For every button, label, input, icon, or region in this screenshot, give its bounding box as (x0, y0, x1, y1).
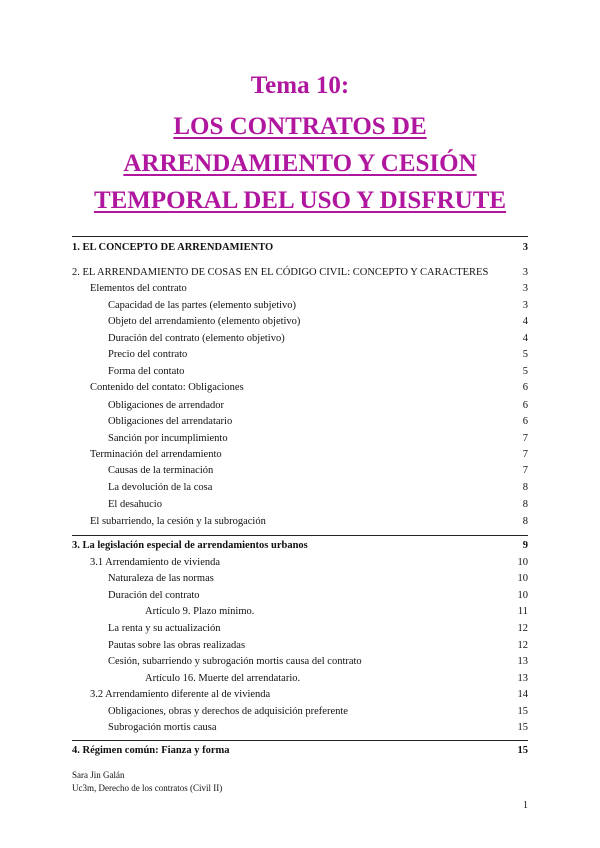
toc-entry-page: 8 (522, 499, 528, 510)
toc-divider (72, 740, 528, 741)
toc-entry-label: Duración del contrato (elemento objetivo) (108, 333, 285, 344)
toc-entry-page: 15 (517, 706, 528, 717)
toc-entry-label: 3. La legislación especial de arrendamientos urbanos (72, 540, 308, 551)
toc-entry-label: 3.2 Arrendamiento diferente al de vivienda (90, 689, 271, 700)
toc-entry[interactable] (0, 720, 600, 735)
toc-entry[interactable] (0, 514, 600, 529)
toc-entry-label: Contenido del contato: Obligaciones (90, 382, 244, 393)
toc-entry-label: Obligaciones, obras y derechos de adquisición preferente (108, 706, 348, 717)
toc-entry-label: Artículo 16. Muerte del arrendatario. (145, 673, 301, 684)
toc-entry-label: Duración del contrato (108, 590, 200, 601)
toc-entry[interactable] (0, 638, 600, 653)
toc-entry-page: 4 (522, 316, 528, 327)
toc-entry[interactable] (0, 588, 600, 603)
toc-entry[interactable] (0, 265, 600, 280)
title-line-1: LOS CONTRATOS DE (173, 113, 427, 140)
topic-number: Tema 10: (250, 72, 350, 99)
toc-entry-page: 4 (522, 333, 528, 344)
toc-entry-page: 12 (517, 623, 528, 634)
toc-entry-page: 11 (517, 606, 528, 617)
toc-entry-page: 14 (517, 689, 528, 700)
toc-entry-page: 3 (522, 242, 528, 253)
toc-entry-label: Obligaciones del arrendatario (108, 416, 233, 427)
toc-entry-page: 6 (522, 400, 528, 411)
toc-entry-label: Causas de la terminación (108, 465, 214, 476)
toc-entry-label: La renta y su actualización (108, 623, 221, 634)
toc-entry[interactable] (0, 347, 600, 362)
toc-entry-page: 10 (517, 573, 528, 584)
toc-entry-page: 5 (522, 366, 528, 377)
toc-entry[interactable] (0, 743, 600, 758)
toc-entry-label: 1. EL CONCEPTO DE ARRENDAMIENTO (72, 242, 274, 253)
footer-course: Uc3m, Derecho de los contratos (Civil II) (72, 783, 223, 793)
toc-entry-page: 13 (517, 673, 528, 684)
toc-divider (72, 236, 528, 237)
toc-entry-label: Pautas sobre las obras realizadas (108, 640, 246, 651)
toc-entry-label: Objeto del arrendamiento (elemento objetivo) (108, 316, 301, 327)
toc-entry[interactable] (0, 314, 600, 329)
toc-entry-page: 7 (522, 465, 528, 476)
toc-entry-label: La devolución de la cosa (108, 482, 213, 493)
toc-entry[interactable] (0, 571, 600, 586)
toc-entry[interactable] (0, 671, 600, 686)
title-line-3: TEMPORAL DEL USO Y DISFRUTE (93, 187, 507, 214)
toc-entry-label: Forma del contato (108, 366, 185, 377)
toc-entry-page: 7 (522, 433, 528, 444)
toc-entry-page: 3 (522, 267, 528, 278)
toc-entry-page: 12 (517, 640, 528, 651)
toc-entry-label: Elementos del contrato (90, 283, 187, 294)
toc-entry[interactable] (0, 687, 600, 702)
toc-entry-page: 13 (517, 656, 528, 667)
toc-entry[interactable] (0, 704, 600, 719)
toc-entry-label: Cesión, subarriendo y subrogación mortis causa del contrato (108, 656, 362, 667)
toc-entry-label: Subrogación mortis causa (108, 722, 217, 733)
toc-entry[interactable] (0, 447, 600, 462)
toc-entry-page: 10 (517, 557, 528, 568)
toc-entry-page: 6 (522, 382, 528, 393)
toc-entry-page: 8 (522, 516, 528, 527)
toc-entry[interactable] (0, 604, 600, 619)
toc-entry-page: 8 (522, 482, 528, 493)
toc-entry-page: 10 (517, 590, 528, 601)
toc-entry[interactable] (0, 298, 600, 313)
footer-author: Sara Jin Galán (72, 770, 125, 780)
toc-entry[interactable] (0, 463, 600, 478)
toc-entry-page: 15 (517, 722, 528, 733)
toc-entry-label: Precio del contrato (108, 349, 188, 360)
toc-entry-label: Terminación del arrendamiento (90, 449, 222, 460)
toc-entry[interactable] (0, 555, 600, 570)
toc-entry-label: Sanción por incumplimiento (108, 433, 228, 444)
toc-entry-label: Capacidad de las partes (elemento subjetivo) (108, 300, 297, 311)
toc-entry-page: 5 (522, 349, 528, 360)
toc-entry[interactable] (0, 380, 600, 395)
toc-entry[interactable] (0, 654, 600, 669)
toc-entry-label: Naturaleza de las normas (108, 573, 214, 584)
toc-entry-page: 3 (522, 300, 528, 311)
toc-entry[interactable] (0, 398, 600, 413)
toc-entry-label: El desahucio (108, 499, 162, 510)
toc-entry-label: El subarriendo, la cesión y la subrogación (90, 516, 266, 527)
page-number: 1 (523, 800, 528, 811)
toc-entry[interactable] (0, 480, 600, 495)
toc-entry-label: Artículo 9. Plazo mínimo. (145, 606, 255, 617)
toc-entry[interactable] (0, 538, 600, 553)
toc-entry-label: 3.1 Arrendamiento de vivienda (90, 557, 221, 568)
toc-entry[interactable] (0, 281, 600, 296)
toc-entry[interactable] (0, 431, 600, 446)
toc-entry[interactable] (0, 364, 600, 379)
toc-entry-page: 7 (522, 449, 528, 460)
toc-entry[interactable] (0, 497, 600, 512)
toc-divider (72, 535, 528, 536)
toc-entry-label: 2. EL ARRENDAMIENTO DE COSAS EN EL CÓDIGO CIVIL: CONCEPTO Y CARACTERES (72, 267, 489, 278)
toc-entry[interactable] (0, 240, 600, 255)
toc-entry-label: Obligaciones de arrendador (108, 400, 225, 411)
toc-entry-label: 4. Régimen común: Fianza y forma (72, 745, 230, 756)
toc-entry[interactable] (0, 331, 600, 346)
toc-entry-page: 6 (522, 416, 528, 427)
title-line-2: ARRENDAMIENTO Y CESIÓN (123, 150, 477, 177)
toc-entry-page: 9 (522, 540, 528, 551)
toc-entry[interactable] (0, 621, 600, 636)
toc-entry-page: 3 (522, 283, 528, 294)
toc-entry-page: 15 (517, 745, 528, 756)
toc-entry[interactable] (0, 414, 600, 429)
